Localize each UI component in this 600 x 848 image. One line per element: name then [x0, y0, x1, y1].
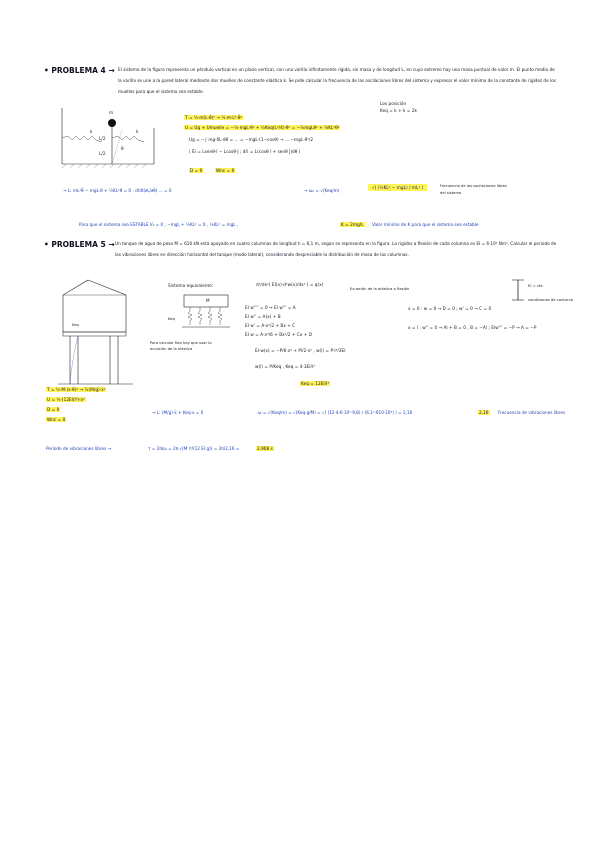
elastic-equation: d²/dx²( EI(x)·d²w(x)/dx² ) = q(x)	[256, 282, 324, 287]
pendulum-figure	[62, 108, 162, 168]
beam-ei-label: EI = cte	[528, 284, 543, 288]
spring-k-right-label: k	[136, 129, 139, 134]
theta-label: θ	[121, 146, 124, 151]
eq-nonconservative-p5: Wnc = 0	[47, 417, 66, 422]
equivalent-system-label: Sistema equivalente:	[168, 283, 214, 288]
period-calculation: τ = 2π/ω = 2π·√(M l³/(12 EI g)) = 2π/2,16 =	[148, 446, 240, 451]
keq-figure-label: Keq	[72, 323, 79, 327]
eq-position-vectors: ( Ēi = Lsenθ·î − Lcosθ·ĵ ; dr̄i = L(cosθ î + senθ ĵ)dθ )	[189, 149, 301, 154]
eq-dissipation-p5: D = 0	[47, 407, 60, 412]
frequency-note-p4: Frecuencia de las oscilaciones libres del sistema	[440, 184, 507, 195]
omega-note: Frecuencia de vibraciones libres	[498, 410, 566, 415]
integration-step-4: EI w = A·x³/6 + Bx²/2 + Cx + D	[245, 332, 312, 337]
note-keq: Keq = k + k = 2k	[380, 108, 418, 113]
problem4-title: • PROBLEMA 4 →	[44, 66, 115, 75]
equation-of-motion-p5: → L: (M/g)·ẍ + Keq·x = 0	[152, 410, 204, 415]
keq-spring-label: Keq	[168, 317, 175, 321]
eq-gravity-potential: Ug = −∫ mg·δL·dθ = ... = −mgL·(1−cosθ) → ... −mgL·θ²/2	[189, 137, 314, 142]
water-tank-figure	[58, 280, 148, 390]
boundary-xl: x = l : w'' = 0 → Al + B = 0 , B = −Al ; EIw''' = −P → A = −P	[408, 325, 537, 330]
eq-nonconservative-p4: Wnc = 0	[216, 168, 235, 173]
boundary-x0: x = 0 : w = 0 → D = 0 ; w' = 0 → C = 0	[408, 306, 492, 311]
omega-result-box: 2,16	[479, 410, 489, 415]
cantilever-beam-icon	[508, 278, 528, 308]
eq-kinetic-p5: T = ½·M·(x·θ̇)² → ½(M/g)·ẋ²	[47, 387, 106, 392]
eq-kinetic-p4: T = ½·m(L·θ̇)² → ½·m·L²·θ̇²	[185, 115, 243, 120]
eq-potential-p5: U = ½·(12EI/l³)·x²	[47, 397, 85, 402]
integration-step-1: EI w'''' = 0 → EI w''' = A	[245, 305, 296, 310]
note-calc-keq: Para calcular Keq hay que usar la ecuación de la elástica	[150, 341, 212, 351]
half-length-top-label: L/2	[99, 136, 106, 141]
elastic-equation-note: Ecuación de la elástica a flexión	[350, 287, 410, 291]
eq-potential-p4: U = Ug + Umuelle = −½·mgL·θ² + ½Keq(L²/4)·θ² = −½mgLθ² + ¼KL²θ²	[185, 125, 340, 130]
keq-result-box: Keq = 12EI/l³	[301, 381, 330, 386]
problem5-title: • PROBLEMA 5 →	[44, 240, 115, 249]
deflection-result: EI·w(x) = −P/6·x³ + Pl/2·x² , w(l) = P·l³/3EI	[255, 348, 346, 353]
period-result-box: 2,908 s	[257, 446, 273, 451]
boundary-conditions-note: condiciones de contorno	[528, 298, 574, 302]
problem5-statement: Un tanque de agua de peso M = 610 kN está apoyado en cuatro columnas de longitud h = 6,1 m, según se representa en la figura. La rigidez a flexión de cada columna es EI = 6·10⁵ Nm². Calcular el periodo de las vibraciones libres en dirección horizontal del tanque (modo lateral), considerando despreciable la distribución de masa de las columnas.	[115, 241, 557, 257]
period-label: Periodo de vibraciones libres →	[46, 446, 112, 451]
integration-step-2: EI w'' = A(x) + B	[245, 314, 281, 319]
keq-derivation: w(l) = P/Keq , Keq = 4·3EI/l³	[255, 364, 315, 369]
half-length-bottom-label: L/2	[99, 151, 106, 156]
stability-condition: Para que el sistema sea ESTABLE V₀ = 0 , −mgL + ½KL² = 0 , ½KL² = mgL ,	[79, 222, 239, 227]
omega-calculation-p5: ω = √(Keq/m) = √(Keq·g/M) = √( (12·4·6·10⁵·9,8) / (6,1³·610·10³) ) = 2,16	[258, 410, 413, 415]
frequency-box-p4: √( (½KL² − mgL) / mL² )	[368, 185, 427, 190]
mass-M-label: M	[206, 298, 210, 303]
spring-k-left-label: k	[90, 129, 93, 134]
mass-label: m	[109, 110, 114, 115]
stability-box: K = 2mg/L	[341, 222, 364, 227]
integration-step-3: EI w' = A·x²/2 + Bx + C	[245, 323, 296, 328]
eq-dissipation-p4: D = 0	[190, 168, 203, 173]
lagrange-eq-p4: → L: mL²θ̈ − mgL·θ + ½KL²θ = 0 , d/dt(∂L/∂θ̇) ... = 0	[63, 188, 172, 193]
note-position: Los posición	[380, 101, 407, 106]
problem4-statement: El sistema de la figura representa un péndulo vertical en un plano vertical, con una varilla infinitamente rígida, sin masa y de longitud L, en cuyo extremo hay una masa puntual de valor m. El punto medio de la varilla se une a la pared lateral mediante dos muelles de constante elástica k. Se pide calcular la frecuencia de las oscilaciones libres del sistema y expresar el valor mínimo de la constante de rigidez de los muelles para que el sistema sea estable.	[118, 67, 556, 94]
stability-note: Valor mínimo de K para que el sistema sea estable	[372, 222, 479, 227]
omega-arrow-p4: → ω₀ = √(Keq/m)	[304, 188, 340, 193]
